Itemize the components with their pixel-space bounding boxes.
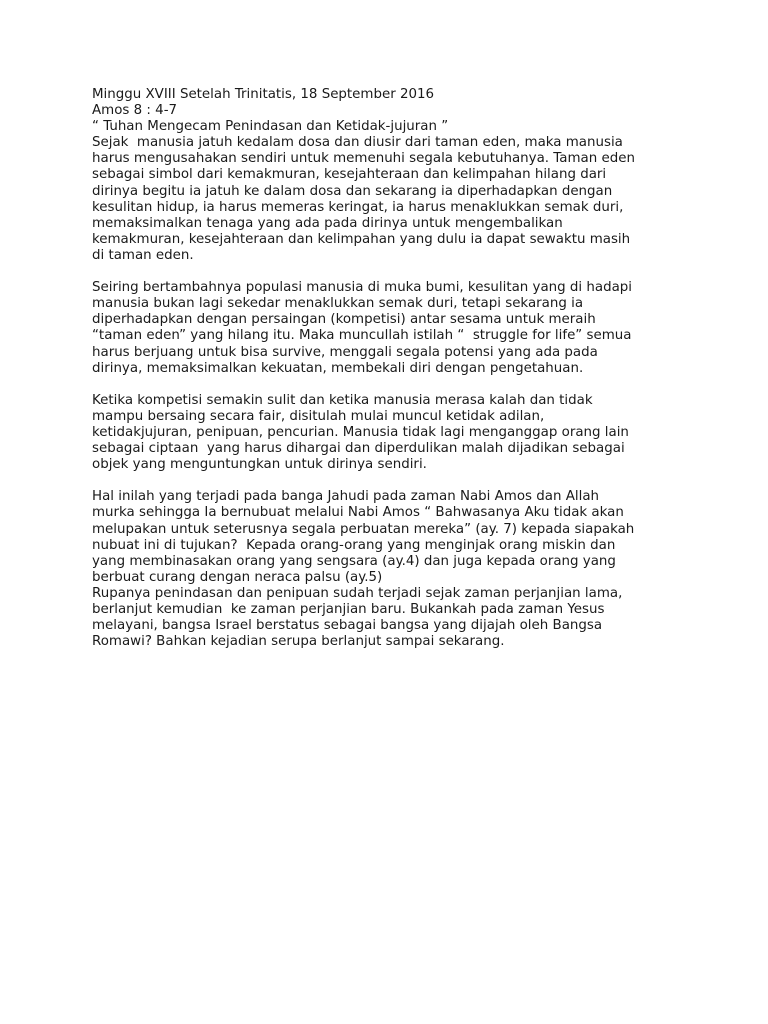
paragraph-line: nubuat ini di tujukan? Kepada orang-orang yang menginjak orang miskin dan	[92, 537, 616, 553]
scripture-reference: Amos 8 : 4-7	[92, 103, 178, 119]
paragraph-line: objek yang menguntungkan untuk dirinya sendiri.	[92, 457, 427, 473]
paragraph-line: dirinya begitu ia jatuh ke dalam dosa dan sekarang ia diperhadapkan dengan	[92, 183, 613, 199]
paragraph-line: memaksimalkan tenaga yang ada pada dirinya untuk mengembalikan	[92, 215, 563, 231]
paragraph-line: di taman eden.	[92, 247, 194, 263]
paragraph-line: murka sehingga Ia bernubuat melalui Nabi Amos “ Bahwasanya Aku tidak akan	[92, 505, 624, 521]
paragraph-line: Hal inilah yang terjadi pada banga Jahudi pada zaman Nabi Amos dan Allah	[92, 489, 600, 505]
paragraph-line: diperhadapkan dengan persaingan (kompetisi) antar sesama untuk meraih	[92, 312, 596, 328]
paragraph-line: Sejak manusia jatuh kedalam dosa dan diusir dari taman eden, maka manusia	[92, 135, 623, 151]
body-paragraph-2	[92, 280, 682, 377]
body-paragraph-1	[92, 135, 682, 264]
paragraph-line: Ketika kompetisi semakin sulit dan ketika manusia merasa kalah dan tidak	[92, 392, 593, 408]
service-date-line: Minggu XVIII Setelah Trinitatis, 18 September 2016	[92, 87, 435, 102]
paragraph-line: berlanjut kemudian ke zaman perjanjian baru. Bukankah pada zaman Yesus	[92, 602, 605, 617]
paragraph-list	[92, 135, 682, 650]
paragraph-line: yang membinasakan orang yang sengsara (ay.4) dan juga kepada orang yang	[92, 553, 616, 569]
paragraph-line: kemakmuran, kesejahteraan dan kelimpahan yang dulu ia dapat sewaktu masih	[92, 231, 631, 247]
paragraph-line: Seiring bertambahnya populasi manusia di muka bumi, kesulitan yang di hadapi	[92, 280, 633, 296]
paragraph-line: harus mengusahakan sendiri untuk memenuhi segala kebutuhanya. Taman eden	[92, 151, 635, 167]
paragraph-line: “taman eden” yang hilang itu. Maka muncullah istilah “ struggle for life” semua	[92, 328, 632, 344]
paragraph-line: berbuat curang dengan neraca palsu (ay.5)	[92, 569, 383, 585]
paragraph-line: sebagai ciptaan yang harus dihargai dan diperdulikan malah dijadikan sebagai	[92, 441, 625, 457]
paragraph-line: mampu bersaing secara fair, disitulah mulai muncul ketidak adilan,	[92, 408, 545, 424]
body-paragraph-4	[92, 489, 682, 586]
paragraph-line: dirinya, memaksimalkan kekuatan, membekali diri dengan pengetahuan.	[92, 360, 584, 376]
document-body	[92, 87, 682, 650]
body-paragraph-5	[92, 586, 682, 650]
paragraph-line: Rupanya penindasan dan penipuan sudah terjadi sejak zaman perjanjian lama,	[92, 585, 623, 601]
paragraph-line: sebagai simbol dari kemakmuran, kesejahteraan dan kelimpahan hilang dari	[92, 167, 607, 183]
paragraph-line: kesulitan hidup, ia harus memeras keringat, ia harus menaklukkan semak duri,	[92, 199, 624, 215]
paragraph-line: ketidakjujuran, penipuan, pencurian. Manusia tidak lagi menganggap orang lain	[92, 424, 629, 440]
paragraph-line: melayani, bangsa Israel berstatus sebagai bangsa yang dijajah oleh Bangsa	[92, 618, 603, 634]
paragraph-line: harus berjuang untuk bisa survive, menggali segala potensi yang ada pada	[92, 344, 598, 360]
sermon-title: “ Tuhan Mengecam Penindasan dan Ketidak-jujuran ”	[92, 119, 449, 135]
paragraph-line: manusia bukan lagi sekedar menaklukkan semak duri, tetapi sekarang ia	[92, 296, 584, 312]
paragraph-line: melupakan untuk seterusnya segala perbuatan mereka” (ay. 7) kepada siapakah	[92, 521, 635, 537]
document-header	[92, 87, 682, 135]
body-paragraph-3	[92, 393, 682, 473]
paragraph-line: Romawi? Bahkan kejadian serupa berlanjut sampai sekarang.	[92, 634, 505, 650]
